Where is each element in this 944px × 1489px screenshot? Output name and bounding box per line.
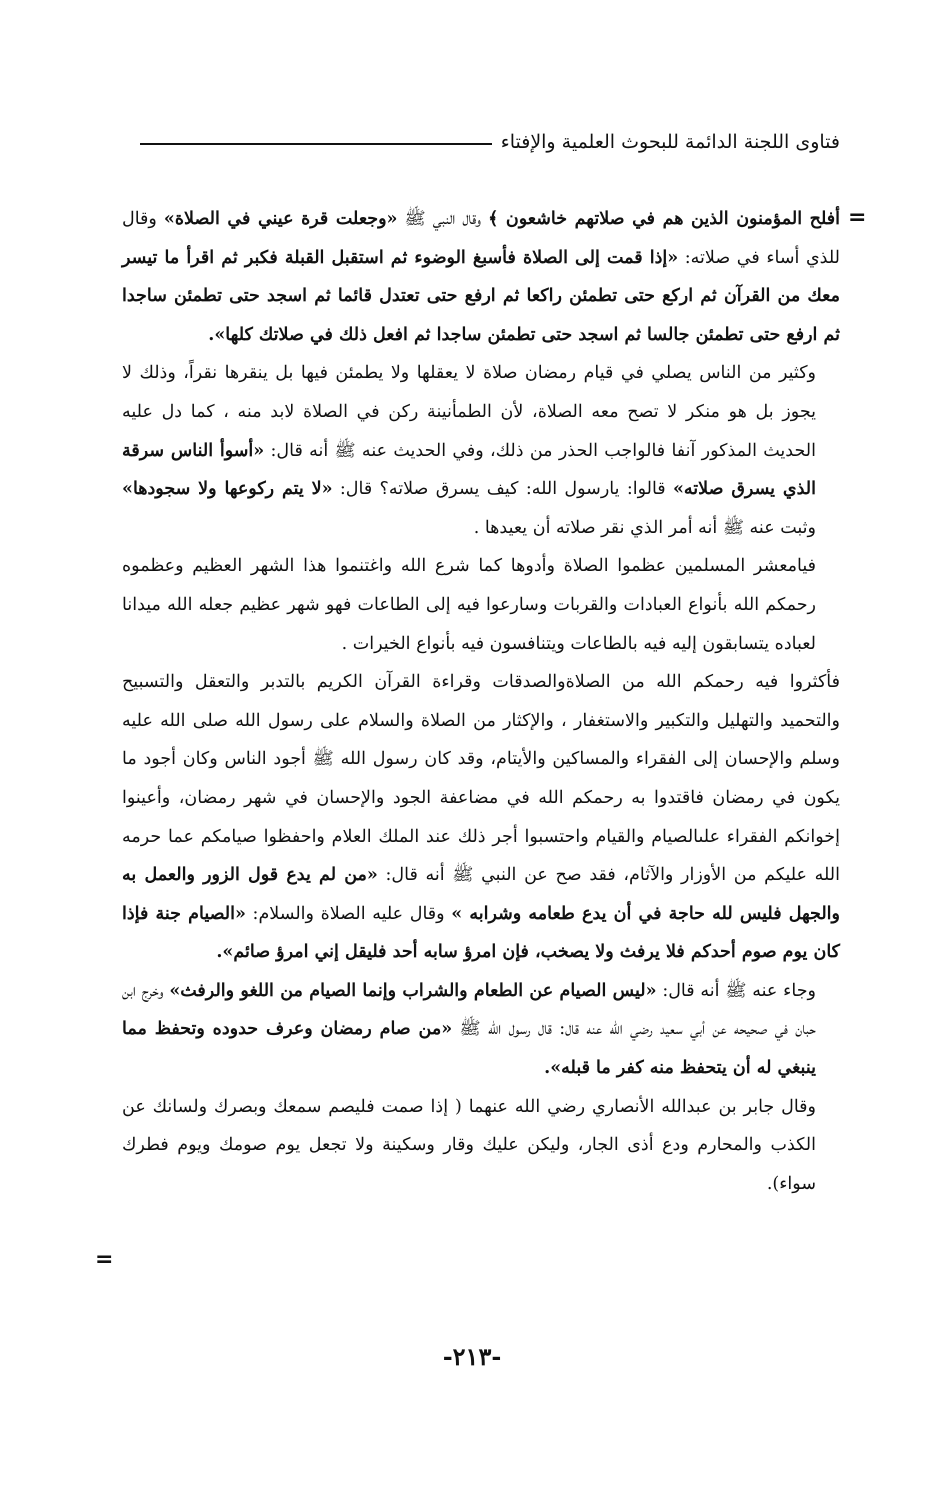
page-number: -٢١٣- — [442, 1342, 502, 1371]
narration-text: فأكثروا فيه رحمكم الله من الصلاةوالصدقات وقراءة القرآن الكريم بالتدبر والتعقل والتسبيح والتحميد والتهليل والتكبير والاستغفار ، والإكثار من الصلاة والسلام على رسول الله صلى الله عليه وسلم والإحسان إلى الفقراء والمساكين والأيتام، وقد كان رسول الله ﷺ أجود الناس وكان أجود ما يكون في رمضان فاقتدوا به رحمكم الله في مضاعفة الجود والإحسان في شهر رمضان، وأعينوا إخوانكم الفقراء علىالصيام والقيام واحتسبوا أجر ذلك عند الملك العلام واحفظوا صيامكم عما حرمه الله عليكم من الأوزار والآثام، فقد صح عن النبي ﷺ أنه قال: — [122, 672, 840, 886]
paragraph-1 — [122, 200, 840, 354]
narration-text: وقال عليه الصلاة والسلام: — [245, 903, 452, 924]
narration-text: وخرج ابن حبان في صحيحه عن أبي سعيد رضي الله عنه قال: قال رسول الله ﷺ — [122, 980, 816, 1040]
hadith-quote: «من صام رمضان وعرف حدوده وتحفظ مما ينبغي له أن يتحفظ منه كفر ما قبله». — [122, 1019, 816, 1079]
margin-mark-top: = — [848, 205, 867, 230]
paragraph-4 — [122, 663, 840, 972]
margin-mark-bottom: = — [95, 1247, 114, 1272]
header-title: فتاوى اللجنة الدائمة للبحوث العلمية والإفتاء — [500, 131, 840, 153]
narration-text: وثبت عنه ﷺ أنه أمر الذي نقر صلاته أن يعيدها . — [473, 517, 816, 538]
hadith-quote: «ليس الصيام عن الطعام والشراب وإنما الصيام من اللغو والرفث» — [169, 980, 657, 1001]
paragraph-6: وقال جابر بن عبدالله الأنصاري رضي الله عنهما ( إذا صمت فليصم سمعك وبصرك ولسانك عن الكذب والمحارم ودع أذى الجار، وليكن عليك وقار وسكينة ولا تجعل يوم صومك ويوم فطرك سواء). — [122, 1096, 816, 1194]
page-header — [140, 128, 840, 162]
narration-text: قالوا: يارسول الله: كيف يسرق صلاته؟ قال: — [332, 479, 673, 500]
hadith-quote: «وجعلت قرة عيني في الصلاة» — [163, 209, 398, 229]
narration-text: وكثير من الناس يصلي في قيام رمضان صلاة لا يعقلها ولا يطمئن فيها بل ينقرها نقراً، وذلك لا يجوز بل هو منكر لا تصح معه الصلاة، لأن الطمأنينة ركن في الصلاة لابد منه ، كما دل عليه الحديث المذكور آنفا فالواجب الحذر من ذلك، وفي الحديث عنه ﷺ أنه قال: — [122, 363, 816, 461]
header-rule — [140, 143, 492, 145]
narration-text: وقال النبي ﷺ — [397, 209, 489, 229]
hadith-quote: «من لم يدع قول الزور والعمل به والجهل فليس لله حاجة في أن يدع طعامه وشرابه » — [122, 865, 840, 924]
hadith-quote: «لا يتم ركوعها ولا سجودها» — [122, 479, 333, 500]
paragraph-3: فيامعشر المسلمين عظموا الصلاة وأدوها كما شرع الله واغتنموا هذا الشهر العظيم وعظموه رحمكم الله بأنواع العبادات والقربات وسارعوا فيه إلى الطاعات فهو شهر عظيم جعله الله ميدانا لعباده يتسابقون إليه فيه بالطاعات ويتنافسون فيه بأنواع الخيرات . — [122, 556, 816, 654]
paragraph-2 — [122, 354, 840, 547]
narration-text: وقال للذي أساء في صلاته: — [122, 209, 840, 268]
body-text — [122, 200, 840, 1203]
paragraph-5 — [122, 972, 840, 1088]
hadith-quote: «إذا قمت إلى الصلاة فأسبغ الوضوء ثم استقبل القبلة فكبر ثم اقرأ ما تيسر معك من القرآن ثم اركع حتى تطمئن راكعا ثم ارفع حتى تعتدل قائما ثم اسجد حتى تطمئن ساجدا ثم ارفع حتى تطمئن جالسا ثم اسجد حتى تطمئن ساجدا ثم افعل ذلك في صلاتك كلها». — [122, 247, 840, 345]
hadith-quote: «الصيام جنة فإذا كان يوم صوم أحدكم فلا يرفث ولا يصخب، فإن امرؤ سابه أحد فليقل إني امرؤ صائم». — [122, 903, 840, 963]
hadith-quote: «أسوأ الناس سرقة الذي يسرق صلاته» — [122, 440, 816, 500]
narration-text: وجاء عنه ﷺ أنه قال: — [656, 980, 816, 1001]
quran-verse: أفلح المؤمنون الذين هم في صلاتهم خاشعون ﴾ — [488, 209, 840, 229]
